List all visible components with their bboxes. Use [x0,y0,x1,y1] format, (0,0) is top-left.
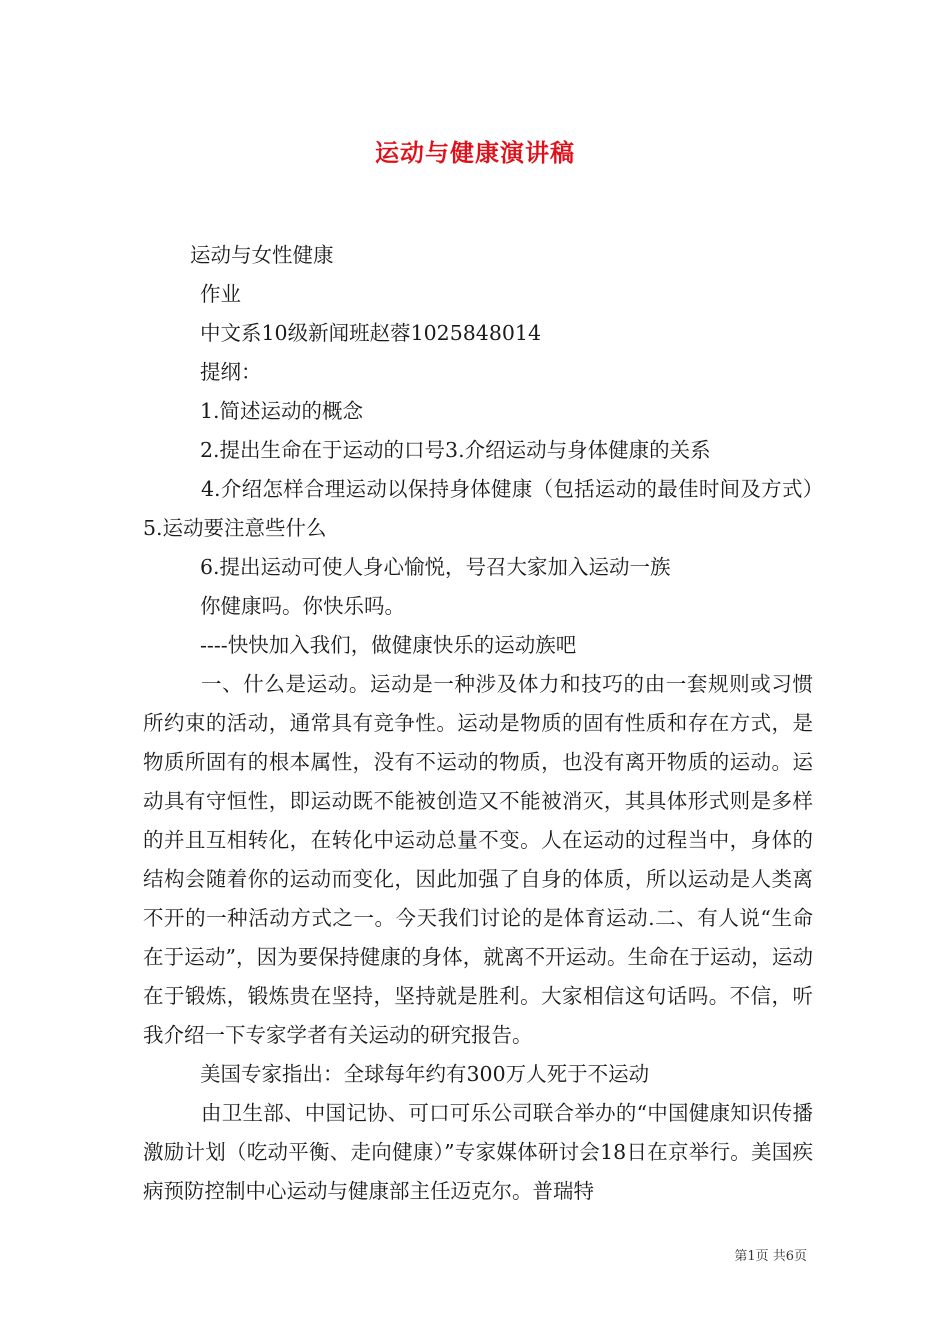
outline-item-1: 1.简述运动的概念 [200,399,364,423]
outline-item-6: 6.提出运动可使人身心愉悦，号召大家加入运动一族 [200,555,671,579]
expert-line: 美国专家指出：全球每年约有300万人死于不运动 [200,1062,650,1086]
outline-item-2-3: 2.提出生命在于运动的口号3.介绍运动与身体健康的关系 [200,438,711,462]
paragraph-what-is-sport: 一、什么是运动。运动是一种涉及体力和技巧的由一套规则或习惯所约束的活动，通常具有竞争性。运动是物质的固有性质和存在方式，是物质所固有的根本属性，没有不运动的物质，也没有离开物质的运动。运动具有守恒性，即运动既不能被创造又不能被消灭，其具体形式则是多样的并且互相转化，在转化中运动总量不变。人在运动的过程当中，身体的结构会随着你的运动而变化，因此加强了自身的体质，所以运动是人类离不开的一种活动方式之一。今天我们讨论的是体育运动.二、有人说“生命在于运动”，因为要保持健康的身体，就离不开运动。生命在于运动，运动在于锻炼，锻炼贵在坚持，坚持就是胜利。大家相信这句话吗。不信，听我介绍一下专家学者有关运动的研究报告。 [143,672,813,1047]
line-author: 中文系10级新闻班赵蓉1025848014 [200,321,542,345]
outline-item-4-5: 4.介绍怎样合理运动以保持身体健康（包括运动的最佳时间及方式）5.运动要注意些什么 [143,477,813,540]
subtitle: 运动与女性健康 [190,243,334,267]
paragraph-seminar: 由卫生部、中国记协、可口可乐公司联合举办的“中国健康知识传播激励计划（吃动平衡、走向健康）”专家媒体研讨会18日在京举行。美国疾病预防控制中心运动与健康部主任迈克尔。普瑞特 [143,1101,813,1203]
line-outline-heading: 提纲： [200,360,262,384]
slogan-line: ----快快加入我们，做健康快乐的运动族吧 [200,633,577,657]
question-line: 你健康吗。你快乐吗。 [200,594,405,618]
page-number: 第1页 共6页 [734,1249,807,1264]
line-assignment: 作业 [200,282,241,306]
document-body [143,236,813,1211]
document-title: 运动与健康演讲稿 [375,139,575,167]
